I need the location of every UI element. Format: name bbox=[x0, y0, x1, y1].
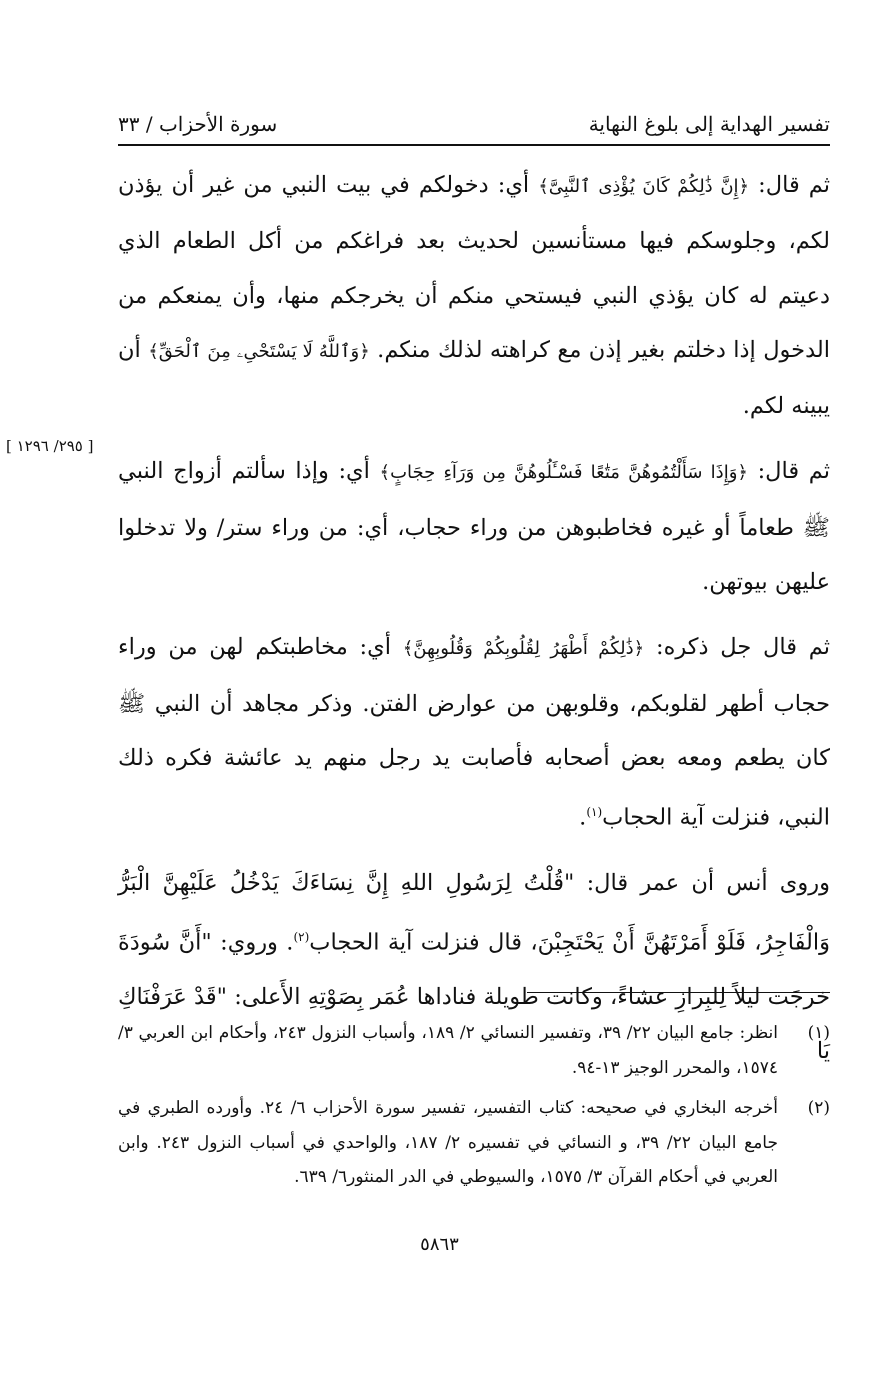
book-title: تفسير الهداية إلى بلوغ النهاية bbox=[588, 112, 830, 136]
paragraph-3-text-a: ثم قال جل ذكره: bbox=[644, 634, 830, 661]
paragraph-1-text-a: ثم قال: bbox=[749, 172, 830, 198]
paragraph-3-text-c: . bbox=[579, 804, 587, 831]
footnote-text: انظر: جامع البيان ٢٢/ ٣٩، وتفسير النسائي ٢/ ١٨٩، وأسباب النزول ٢٤٣، وأحكام ابن العربي ٣/ ١٥٧٤، والمحرر الوجيز ١٣-٩٤. bbox=[118, 1023, 778, 1078]
paragraph-4-text-b: . وروي: "أَنَّ سُودَةَ خرجَت ليلاً لِلبِرازِ عشاءً، وكانت طويلة فناداها عُمَر بِصَوْتِهِ الأَعلى: "قَدْ عَرَفْنَاكِ يَا bbox=[118, 929, 830, 1065]
paragraph-1 bbox=[118, 158, 830, 433]
footnote-text: أخرجه البخاري في صحيحه: كتاب التفسير، تفسير سورة الأحزاب ٦/ ٢٤. وأورده الطبري في جامع البيان ٢٢/ ٣٩، و النسائي في تفسيره ٢/ ١٨٧، والواحدي في أسباب النزول ٢٤٣. وابن العربي في أحكام القرآن ٣/ ١٥٧٥، والسيوطي في الدر المنثور٦/ ٦٣٩. bbox=[118, 1098, 778, 1187]
quran-verse-2: ﴿وَٱللَّهُ لَا يَسْتَحْىِۦ مِنَ ٱلْحَقِّ﴾ bbox=[148, 340, 370, 362]
paragraph-2-text-a: ثم قال: bbox=[747, 458, 830, 485]
footnote-marker-2[interactable]: (٢) bbox=[293, 930, 310, 945]
paragraph-2 bbox=[118, 444, 830, 609]
paragraph-4-text-a: وروى أنس أن عمر قال: "قُلْتُ لِرَسُولِ اللهِ إِنَّ نِسَاءَكَ يَدْخُلُ عَلَيْهِنَّ الْبَرُّ وَالْفَاجِرُ، فَلَوْ أَمَرْتَهُنَّ أَنْ يَحْتَجِبْنَ، قال فنزلت آية الحجاب bbox=[118, 870, 830, 956]
footnote-number: (٢) bbox=[807, 1098, 830, 1118]
footnote-number: (١) bbox=[807, 1023, 830, 1043]
header-divider bbox=[118, 144, 830, 146]
page-number: ٥٨٦٣ bbox=[420, 1234, 459, 1255]
footnote-1 bbox=[118, 1016, 830, 1085]
footnotes bbox=[118, 1016, 830, 1201]
running-header bbox=[118, 96, 830, 136]
quran-verse-3: ﴿وَإِذَا سَأَلْتُمُوهُنَّ مَتَٰعًا فَسْـَٔلُوهُنَّ مِن وَرَآءِ حِجَابٍ﴾ bbox=[379, 462, 748, 484]
surah-title: سورة الأحزاب / ٣٣ bbox=[118, 112, 278, 136]
manuscript-folio-reference: [ ٢٩٥/ ١٢٩٦ ] bbox=[6, 437, 94, 455]
footnote-divider bbox=[527, 992, 830, 993]
main-text bbox=[118, 158, 830, 1079]
paragraph-2-text-b: أي: وإذا سألتم أزواج النبي ﷺ طعاماً أو غيره فخاطبوهن من وراء حجاب، أي: من وراء ستر/ ولا تدخلوا عليهن بيوتهن. bbox=[118, 458, 830, 596]
paragraph-1-text-c: أن يبينه لكم. bbox=[118, 336, 830, 420]
quran-verse-4: ﴿ذَٰلِكُمْ أَطْهَرُ لِقُلُوبِكُمْ وَقُلُوبِهِنَّ﴾ bbox=[402, 638, 645, 660]
paragraph-1-text-b: أي: دخولكم في بيت النبي من غير أن يؤذن لكم، وجلوسكم فيها مستأنسين لحديث بعد فراغكم من أكل الطعام الذي دعيتم له كان يؤذي النبي فيستحي منكم أن يخرجكم منها، وأن يمنعكم من الدخول إذا دخلتم بغير إذن مع كراهته لذلك منكم. bbox=[118, 172, 830, 363]
paragraph-3-text-b: أي: مخاطبتكم لهن من وراء حجاب أطهر لقلوبكم، وقلوبهن من عوارض الفتن. وذكر مجاهد أن النبي ﷺ كان يطعم ومعه بعض أصحابه فأصابت يد رجل منهم يد عائشة فكره ذلك النبي، فنزلت آية الحجاب bbox=[118, 634, 830, 831]
paragraph-3 bbox=[118, 620, 830, 845]
quran-verse-1: ﴿إِنَّ ذَٰلِكُمْ كَانَ يُؤْذِى ٱلنَّبِىَّ﴾ bbox=[538, 176, 750, 197]
footnote-2 bbox=[118, 1091, 830, 1195]
footnote-marker-1[interactable]: (١) bbox=[586, 805, 603, 820]
